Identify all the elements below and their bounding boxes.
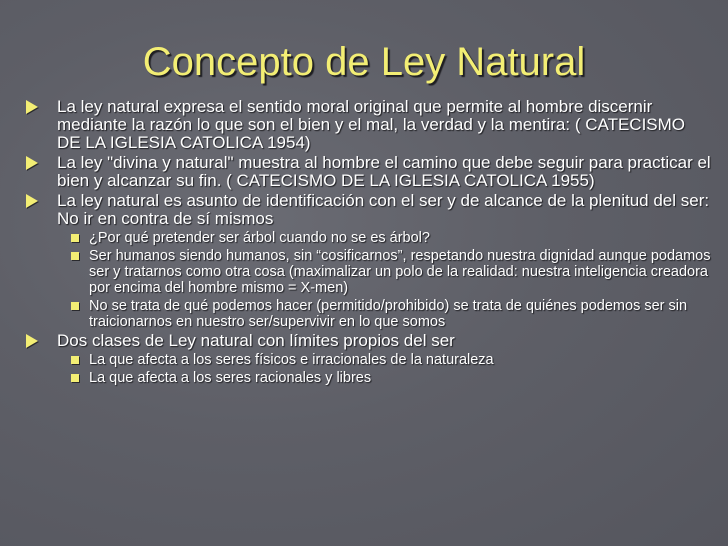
bullet-item (16, 192, 712, 228)
bullet-text: La ley natural es asunto de identificación con el ser y de alcance de la plenitud del ser: No ir en contra de sí mismos (57, 191, 710, 228)
square-bullet-icon (71, 302, 79, 310)
triangle-bullet-icon (26, 194, 38, 208)
bullet-item (16, 154, 712, 190)
sub-bullet-item (16, 298, 712, 330)
bullet-item (16, 332, 712, 350)
sub-bullet-item (16, 370, 712, 386)
sub-bullet-item (16, 352, 712, 368)
sub-bullet-item (16, 248, 712, 296)
sub-bullet-text: Ser humanos siendo humanos, sin “cosificarnos”, respetando nuestra dignidad aunque podamos ser y tratarnos como otra cosa (maximalizar un polo de la realidad: nuestra inteligencia creadora por encima del hombre mismo = X-men) (89, 248, 711, 296)
bullet-text: La ley "divina y natural" muestra al hombre el camino que debe seguir para practicar el bien y alcanzar su fin. ( CATECISMO DE LA IGLESIA CATOLICA 1955) (57, 153, 711, 190)
bullet-text: La ley natural expresa el sentido moral original que permite al hombre discernir mediante la razón lo que son el bien y el mal, la verdad y la mentira: ( CATECISMO DE LA IGLESIA CATOLICA 1954) (57, 97, 686, 152)
square-bullet-icon (71, 374, 79, 382)
square-bullet-icon (71, 252, 79, 260)
sub-bullet-item (16, 230, 712, 246)
slide-body (16, 98, 712, 388)
sub-bullet-text: ¿Por qué pretender ser árbol cuando no se es árbol? (89, 230, 430, 246)
square-bullet-icon (71, 356, 79, 364)
sub-bullet-text: No se trata de qué podemos hacer (permitido/prohibido) se trata de quiénes podemos ser sin traicionarnos en nuestro ser/supervivir en lo que somos (89, 298, 688, 330)
triangle-bullet-icon (26, 156, 38, 170)
bullet-text: Dos clases de Ley natural con límites propios del ser (57, 331, 455, 350)
bullet-item (16, 98, 712, 152)
triangle-bullet-icon (26, 334, 38, 348)
square-bullet-icon (71, 234, 79, 242)
sub-bullet-text: La que afecta a los seres físicos e irracionales de la naturaleza (89, 352, 494, 368)
triangle-bullet-icon (26, 100, 38, 114)
sub-bullet-text: La que afecta a los seres racionales y libres (89, 370, 372, 386)
slide-title: Concepto de Ley Natural (142, 40, 586, 84)
